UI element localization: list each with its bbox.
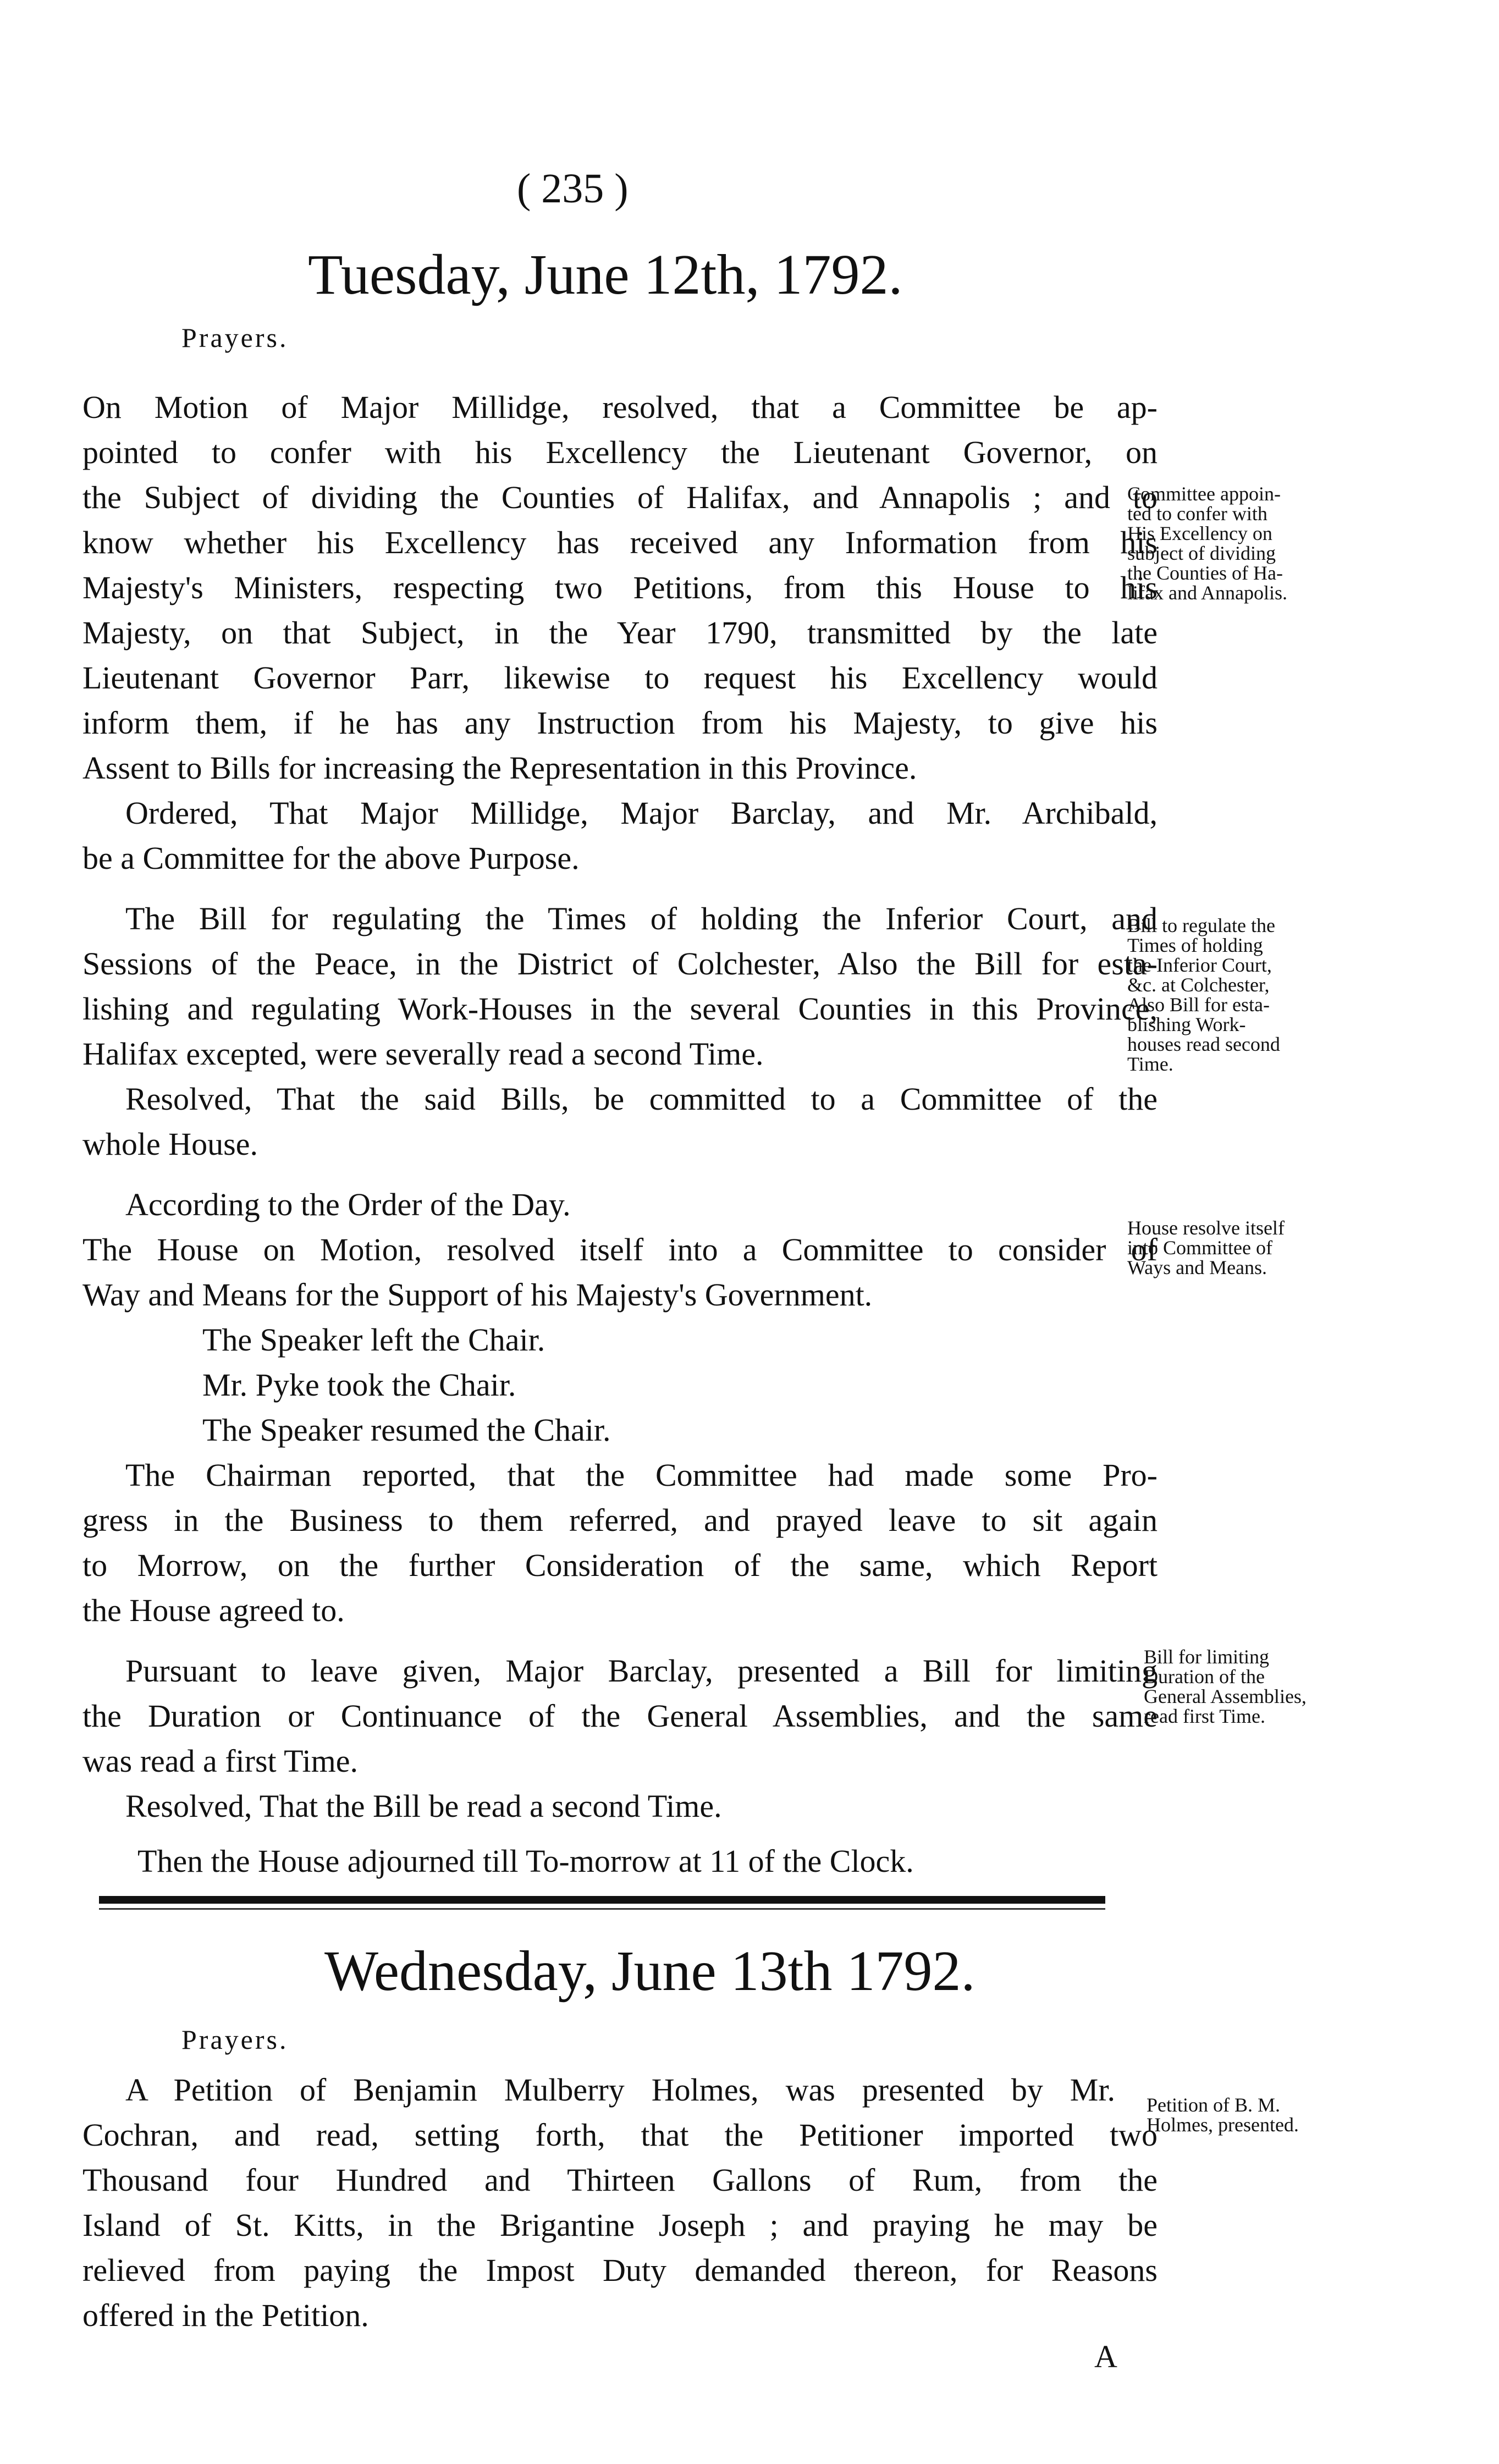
body-line: offered in the Petition. — [82, 2297, 369, 2333]
prayers-label: Prayers. — [181, 2024, 289, 2055]
margin-note-line: ted to confer with — [1127, 503, 1267, 525]
margin-note-line: Also Bill for esta- — [1127, 994, 1270, 1016]
day-heading-tuesday: Tuesday, June 12th, 1792. — [308, 243, 903, 306]
margin-note-line: Duration of the — [1144, 1666, 1265, 1688]
body-line: was read a first Time. — [82, 1743, 358, 1779]
margin-note-line: subject of dividing — [1127, 542, 1276, 564]
body-line: Halifax excepted, were severally read a second Time. — [82, 1036, 764, 1072]
body-line: inform them, if he has any Instruction from his Majesty, to give his — [82, 705, 1158, 741]
body-line: know whether his Excellency has received any Information from his — [82, 525, 1158, 560]
margin-note-line: Petition of B. M. — [1147, 2094, 1281, 2116]
margin-note-line: Bill to regulate the — [1127, 914, 1275, 936]
margin-note-line: houses read second — [1127, 1033, 1280, 1055]
body-line: to Morrow, on the further Consideration of the same, which Report — [82, 1547, 1158, 1583]
body-line: The Speaker resumed the Chair. — [202, 1412, 611, 1448]
margin-note-line: House resolve itself — [1127, 1217, 1285, 1239]
margin-note-line: General Assemblies, — [1144, 1685, 1307, 1707]
margin-note-line: blishing Work- — [1127, 1013, 1246, 1035]
margin-note-committee — [1127, 484, 1287, 603]
body-line: Ordered, That Major Millidge, Major Barclay, and Mr. Archibald, — [125, 795, 1158, 831]
body-line: According to the Order of the Day. — [125, 1187, 571, 1222]
body-line: Assent to Bills for increasing the Representation in this Province. — [82, 750, 917, 786]
margin-note-petition — [1147, 2095, 1299, 2135]
body-line: Majesty, on that Subject, in the Year 1790, transmitted by the late — [82, 615, 1158, 651]
margin-note-line: the Counties of Ha- — [1127, 562, 1283, 584]
margin-note-line: &c. at Colchester, — [1127, 974, 1270, 996]
body-line: The Speaker left the Chair. — [202, 1322, 545, 1358]
body-line: The Bill for regulating the Times of holding the Inferior Court, and — [125, 901, 1158, 936]
body-line: Way and Means for the Support of his Majesty's Government. — [82, 1277, 873, 1313]
body-line: pointed to confer with his Excellency the Lieutenant Governor, on — [82, 434, 1158, 470]
body-line: Then the House adjourned till To-morrow at 11 of the Clock. — [137, 1843, 914, 1879]
margin-note-line: read first Time. — [1144, 1705, 1265, 1727]
body-line: Mr. Pyke took the Chair. — [202, 1367, 516, 1403]
margin-note-line: Holmes, presented. — [1147, 2114, 1299, 2136]
body-line: On Motion of Major Millidge, resolved, that a Committee be ap- — [82, 389, 1158, 425]
margin-note-house-resolve — [1127, 1218, 1285, 1277]
day-heading-wednesday: Wednesday, June 13th 1792. — [324, 1939, 976, 2003]
margin-note-line: His Excellency on — [1127, 522, 1272, 544]
body-line: Island of St. Kitts, in the Brigantine Joseph ; and praying he may be — [82, 2207, 1158, 2243]
body-line: relieved from paying the Impost Duty demanded thereon, for Reasons — [82, 2252, 1158, 2288]
margin-note-line: Ways and Means. — [1127, 1256, 1267, 1278]
body-line: the Duration or Continuance of the General Assemblies, and the same — [82, 1698, 1158, 1734]
margin-note-line: Committee appoin- — [1127, 483, 1281, 505]
body-line: A Petition of Benjamin Mulberry Holmes, was presented by Mr. — [125, 2072, 1115, 2108]
body-line: Resolved, That the Bill be read a second Time. — [125, 1788, 722, 1824]
section-divider-rule — [99, 1896, 1105, 1904]
margin-note-line: lifax and Annapolis. — [1127, 582, 1287, 604]
catchword: A — [1094, 2339, 1117, 2374]
body-line: gress in the Business to them referred, and prayed leave to sit again — [82, 1502, 1158, 1538]
prayers-label: Prayers. — [181, 322, 289, 353]
margin-note-line: the Inferior Court, — [1127, 954, 1272, 976]
margin-note-bill-regulate — [1127, 916, 1280, 1074]
body-line: the House agreed to. — [82, 1592, 345, 1628]
body-line: Lieutenant Governor Parr, likewise to request his Excellency would — [82, 660, 1158, 696]
margin-note-line: Times of holding — [1127, 934, 1263, 956]
body-line: Cochran, and read, setting forth, that the Petitioner imported two — [82, 2117, 1158, 2153]
body-line: Resolved, That the said Bills, be committed to a Committee of the — [125, 1081, 1158, 1117]
body-line: be a Committee for the above Purpose. — [82, 840, 580, 876]
body-line: the Subject of dividing the Counties of Halifax, and Annapolis ; and to — [82, 479, 1158, 515]
body-line: The Chairman reported, that the Committee had made some Pro- — [125, 1457, 1158, 1493]
body-line: Thousand four Hundred and Thirteen Gallons of Rum, from the — [82, 2162, 1158, 2198]
margin-note-line: Time. — [1127, 1053, 1173, 1075]
body-line: Sessions of the Peace, in the District of Colchester, Also the Bill for esta- — [82, 946, 1158, 982]
body-line: Pursuant to leave given, Major Barclay, presented a Bill for limiting — [125, 1653, 1158, 1689]
body-line: whole House. — [82, 1126, 258, 1162]
margin-note-line: into Committee of — [1127, 1237, 1272, 1259]
margin-note-bill-limiting — [1144, 1647, 1307, 1726]
page-number: ( 235 ) — [517, 166, 629, 212]
body-line: The House on Motion, resolved itself into a Committee to consider of — [82, 1232, 1158, 1267]
body-line: Majesty's Ministers, respecting two Petitions, from this House to his — [82, 570, 1158, 605]
body-line: lishing and regulating Work-Houses in the several Counties in this Province, — [82, 991, 1158, 1027]
margin-note-line: Bill for limiting — [1144, 1646, 1270, 1668]
section-divider-rule-thin — [99, 1908, 1105, 1910]
